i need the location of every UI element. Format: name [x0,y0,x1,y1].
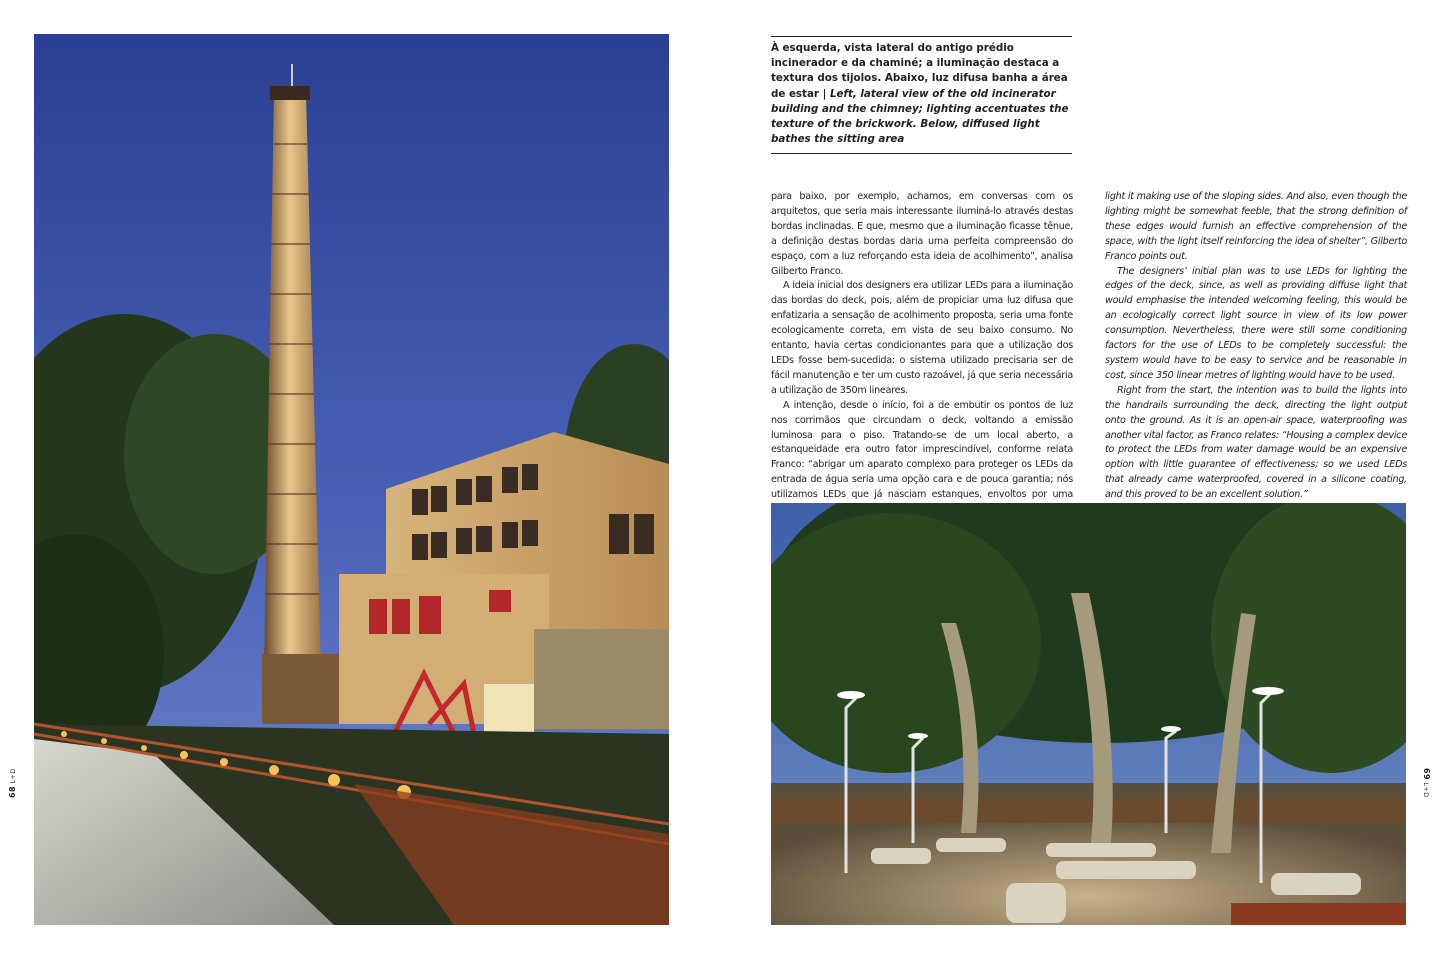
photo-chimney-building [34,34,669,925]
photo-sitting-area [771,503,1406,925]
article-column-english [1105,190,1407,503]
paragraph-pt-3: A intenção, desde o início, foi a de embutir os pontos de luz nos corrimãos que circundam o deck, voltando a emissão luminosa para o piso. Tratando-se de um local aberto, a estanqueidade era outro fator imprescindível, conforme relata Franco: “abrigar um aparato complexo para proteger os LEDs da entrada de água seria uma opção cara e de pouca garantia; nós utilizamos LEDs que já nasciam estanques, envoltos por uma [771,399,1073,501]
article-column-portuguese [771,190,1073,518]
paragraph-en-2: The designers’ initial plan was to use LEDs for lighting the edges of the deck, since, as well as providing diffuse light that would emphasise the intended welcoming feeling, this would be an ecologically correct light source in view of its low power consumption. Nevertheless, there were still some conditioning factors for the use of LEDs to be completely successful: the system would have to be easy to service and be reasonable in cost, since 350 linear metres of lighting would have to be used. [1105,265,1407,381]
page-folio-left [8,768,20,798]
photo-caption [771,36,1072,154]
page-folio-right [1419,768,1431,798]
magazine-mark-left: L+D [9,768,17,784]
caption-pt: À esquerda, vista lateral do antigo prédio incinerador e da chaminé; a iluminação destaca a textura dos tijolos. Abaixo, luz difusa banha a área de estar | [771,42,1068,100]
paragraph-en-3: Right from the start, the intention was to build the lights into the handrails surrounding the deck, directing the light output onto the ground. As it is an open-air space, waterproofing was another vital factor, as Franco relates: “Housing a complex device to protect the LEDs from water damage would be an expensive option with little guarantee of effectiveness; so we used LEDs that already came waterproofed, covered in a silicone coating, and this proved to be an excellent solution.” [1105,384,1407,501]
page-number-left: 68 [8,786,17,798]
paragraph-en-1: light it making use of the sloping sides. And also, even though the lighting might be somewhat feeble, that the strong definition of these edges would furnish an effective comprehension of the space, with the light itself reinforcing the idea of shelter”, Gilberto Franco points out. [1105,191,1407,262]
paragraph-pt-2: A ideia inicial dos designers era utilizar LEDs para a iluminação das bordas do deck, pois, além de propiciar uma luz difusa que enfatizaria a sensação de acolhimento proposta, seria uma fonte ecologicamente correta, em vista de seu baixo consumo. No entanto, havia certas condicionantes para que a utilização dos LEDs fosse bem-sucedida: o sistema utilizado precisaria ser de fácil manutenção e ter um custo razoável, já que seria necessária a utilização de 350m lineares. [771,280,1073,396]
magazine-mark-right: L+D [1422,782,1430,798]
page-number-right: 69 [1422,768,1431,780]
caption-en: Left, lateral view of the old incinerator building and the chimney; lighting accentuates the texture of the brickwork. Below, diffused light bathes the sitting area [771,87,1069,146]
paragraph-pt-1: para baixo, por exemplo, achamos, em conversas com os arquitetos, que seria mais interessante iluminá-lo através destas bordas inclinadas. E que, mesmo que a iluminação ficasse tênue, a definição destas bordas daria uma perfeita compreensão do espaço, com a luz reforçando esta ideia de acolhimento”, analisa Gilberto Franco. [771,191,1073,277]
